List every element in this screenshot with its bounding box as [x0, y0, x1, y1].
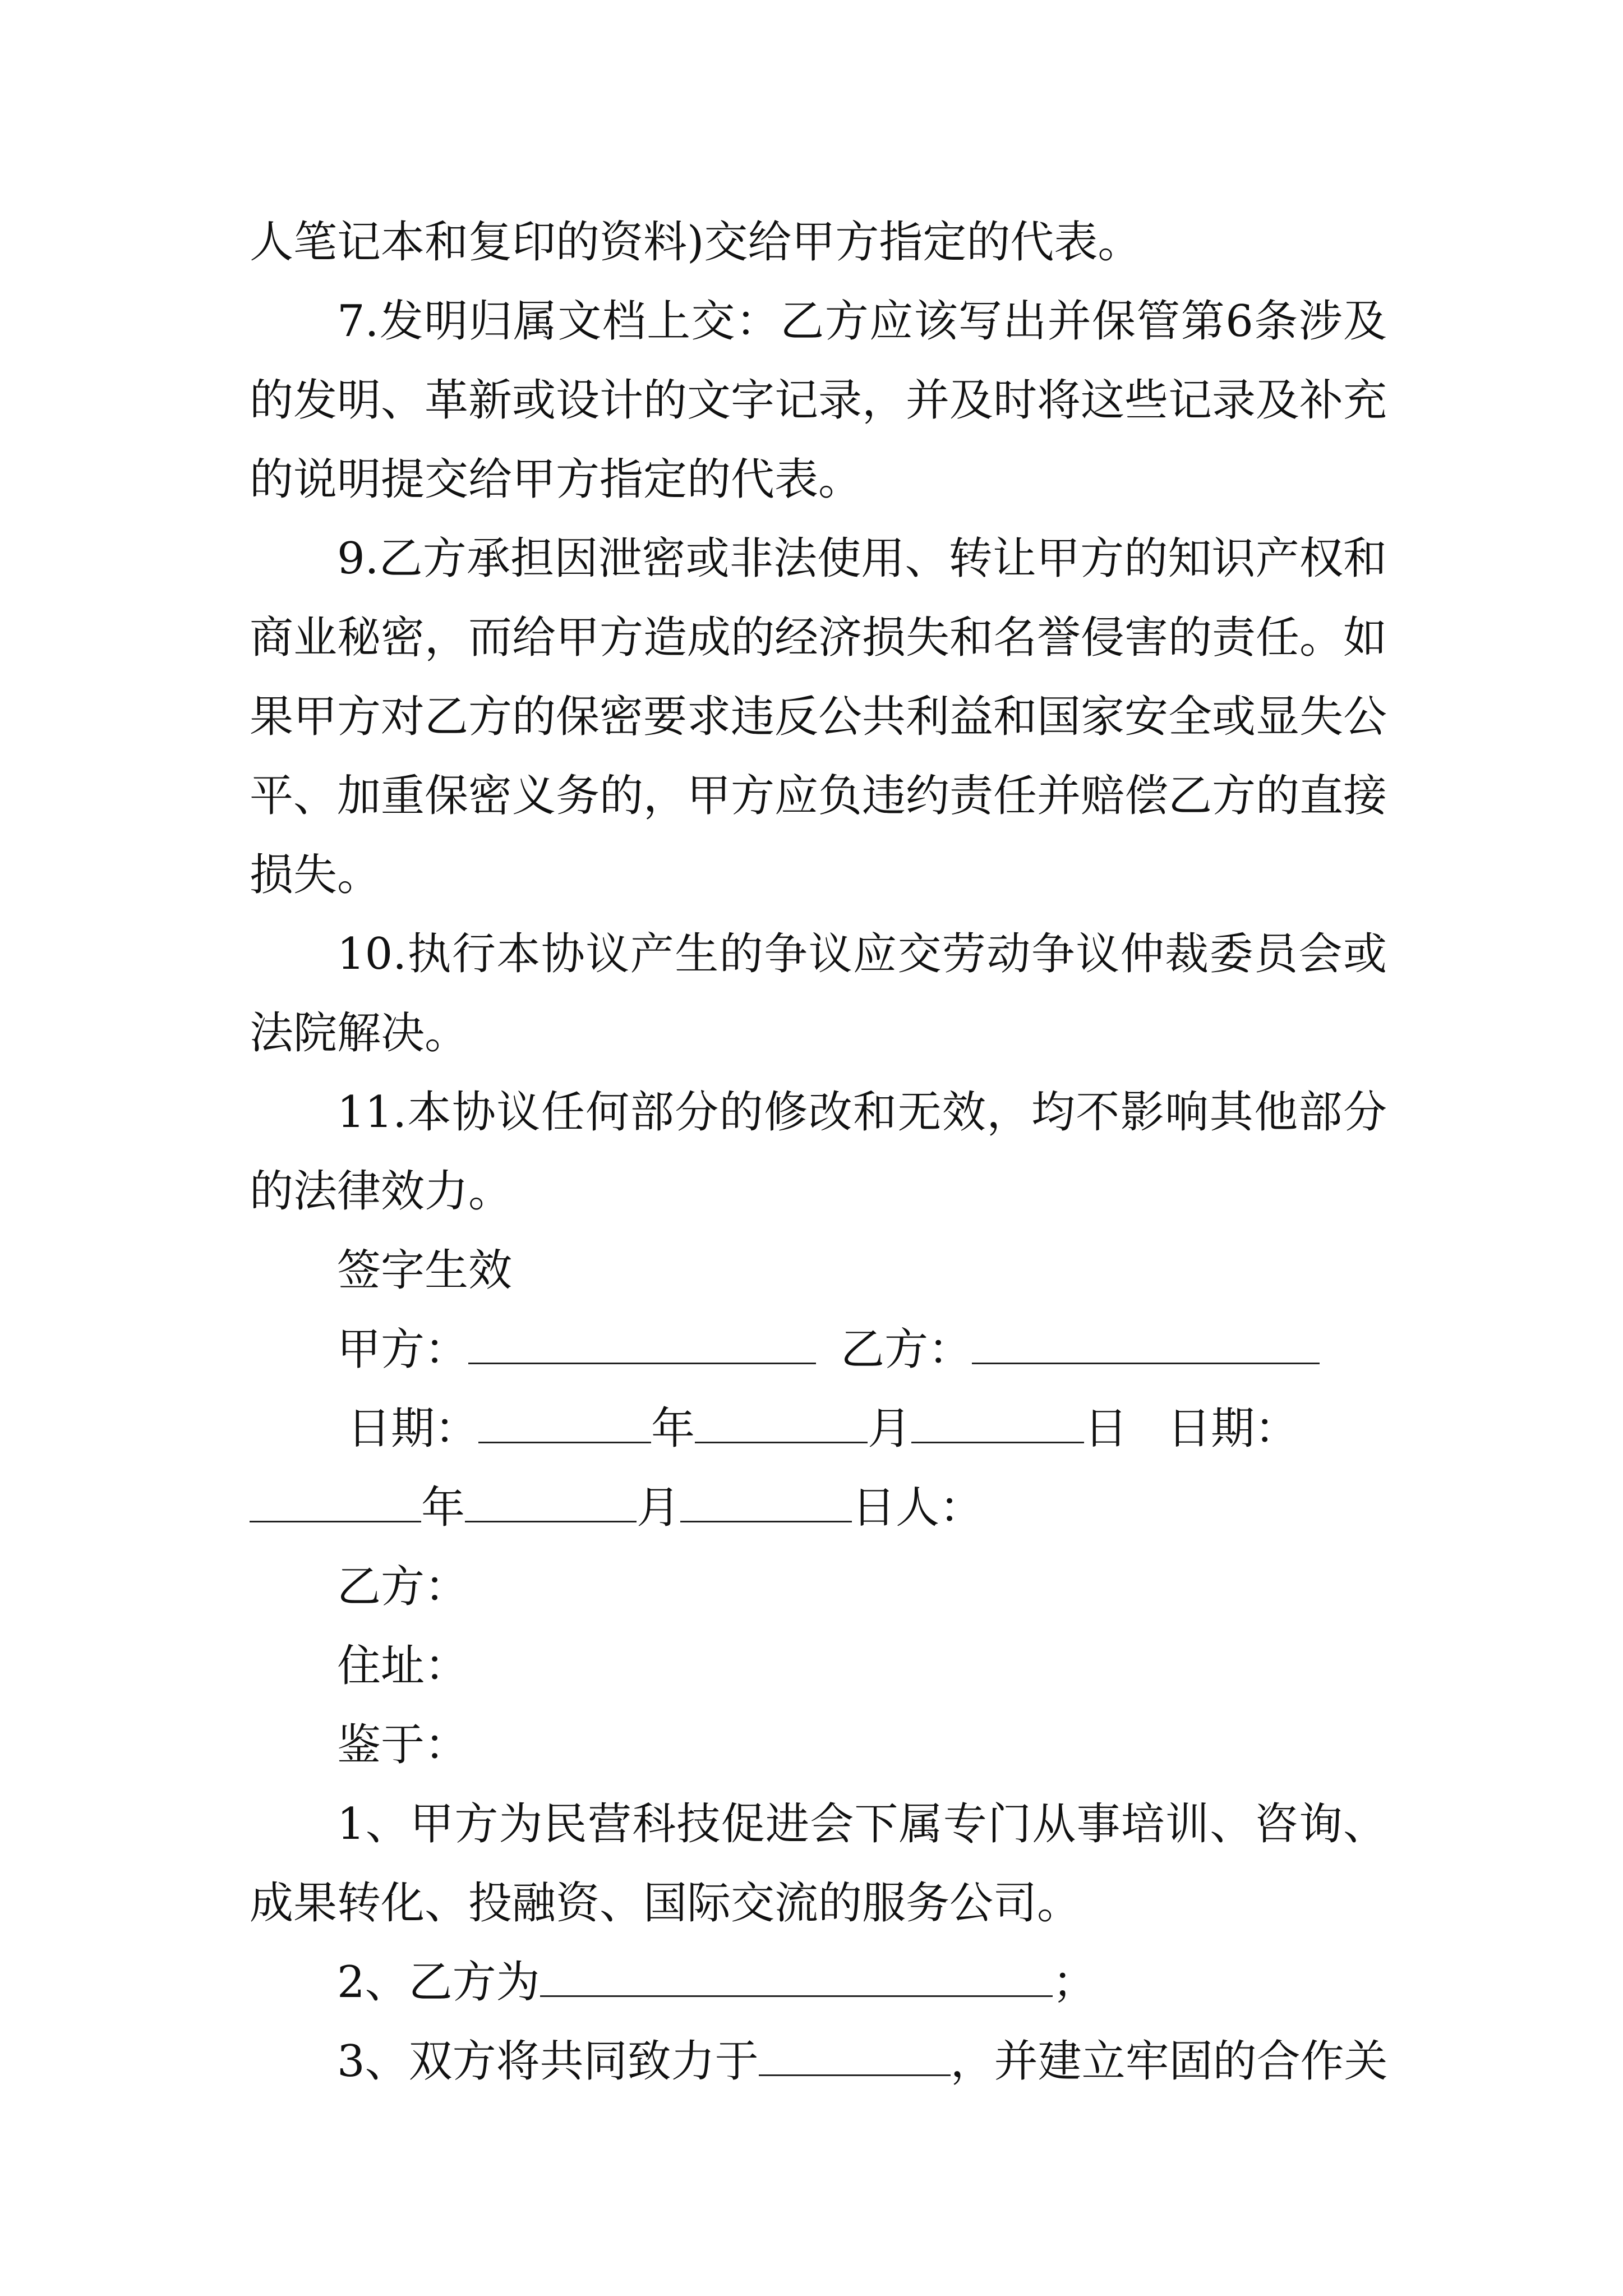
paragraph-continuation: 人笔记本和复印的资料)交给甲方指定的代表。 — [250, 217, 1142, 268]
year-label-b: 年 — [421, 1483, 465, 1533]
address-text: 住址： — [337, 1641, 469, 1691]
month-blank-b — [465, 1486, 637, 1522]
day-person-label: 日人： — [852, 1483, 984, 1533]
day-label-a: 日 — [1084, 1404, 1128, 1454]
signature-date-line — [250, 1389, 1387, 1469]
whereas-line — [250, 1706, 1387, 1785]
party-b-blank — [972, 1328, 1320, 1364]
date-label-b: 日期： — [1167, 1404, 1299, 1454]
whereas-item-3 — [250, 2022, 1387, 2101]
month-blank-a — [695, 1407, 868, 1443]
party-b-label: 乙方： — [841, 1324, 972, 1375]
date-label-a: 日期： — [347, 1404, 479, 1454]
sign-effective-text: 签字生效 — [337, 1245, 513, 1296]
clause-7: 7.发明归属文档上交：乙方应该写出并保管第6条涉及的发明、革新或设计的文字记录，并及时将这些记录及补充的说明提交给甲方指定的代表。 — [250, 296, 1387, 505]
party-a-blank — [468, 1328, 816, 1364]
day-blank-b — [680, 1486, 852, 1522]
item-2-suffix: ； — [1052, 1957, 1096, 2008]
whereas-item-2 — [250, 1943, 1387, 2022]
clause-9: 9.乙方承担因泄密或非法使用、转让甲方的知识产权和商业秘密，而给甲方造成的经济损失和名誉侵害的责任。如果甲方对乙方的保密要求违反公共利益和国家安全或显失公平、加重保密义务的，甲方应负违约责任并赔偿乙方的直接损失。 — [250, 533, 1387, 900]
month-label-a: 月 — [868, 1404, 912, 1454]
document-body — [250, 203, 1387, 2101]
item-3-suffix: ，并建立牢固的合作关 — [950, 2036, 1388, 2087]
whereas-text: 鉴于： — [337, 1720, 469, 1770]
year-blank-a — [478, 1407, 651, 1443]
clause-11: 11.本协议任何部分的修改和无效，均不影响其他部分的法律效力。 — [250, 1087, 1387, 1217]
day-blank-a — [911, 1407, 1084, 1443]
clause-10: 10.执行本协议产生的争议应交劳动争议仲裁委员会或法院解决。 — [250, 929, 1387, 1059]
item-2-blank — [540, 1961, 1053, 1997]
party-b-line — [250, 1548, 1387, 1627]
year-label-a: 年 — [651, 1404, 695, 1454]
address-line — [250, 1627, 1387, 1706]
year-blank-b — [250, 1486, 421, 1522]
item-3-prefix: 3、双方将共同致力于 — [337, 2036, 759, 2087]
party-b-text: 乙方： — [337, 1562, 469, 1612]
signature-date-line-2 — [250, 1469, 1387, 1548]
item-2-prefix: 2、乙方为 — [337, 1957, 540, 2008]
whereas-item-1: 1、甲方为民营科技促进会下属专门从事培训、咨询、成果转化、投融资、国际交流的服务公司。 — [250, 1799, 1387, 1929]
sign-effective-line — [250, 1231, 1387, 1310]
signature-parties-line — [250, 1310, 1387, 1389]
month-label-b: 月 — [637, 1483, 681, 1533]
item-3-blank — [759, 2040, 951, 2076]
party-a-label: 甲方： — [337, 1324, 469, 1375]
